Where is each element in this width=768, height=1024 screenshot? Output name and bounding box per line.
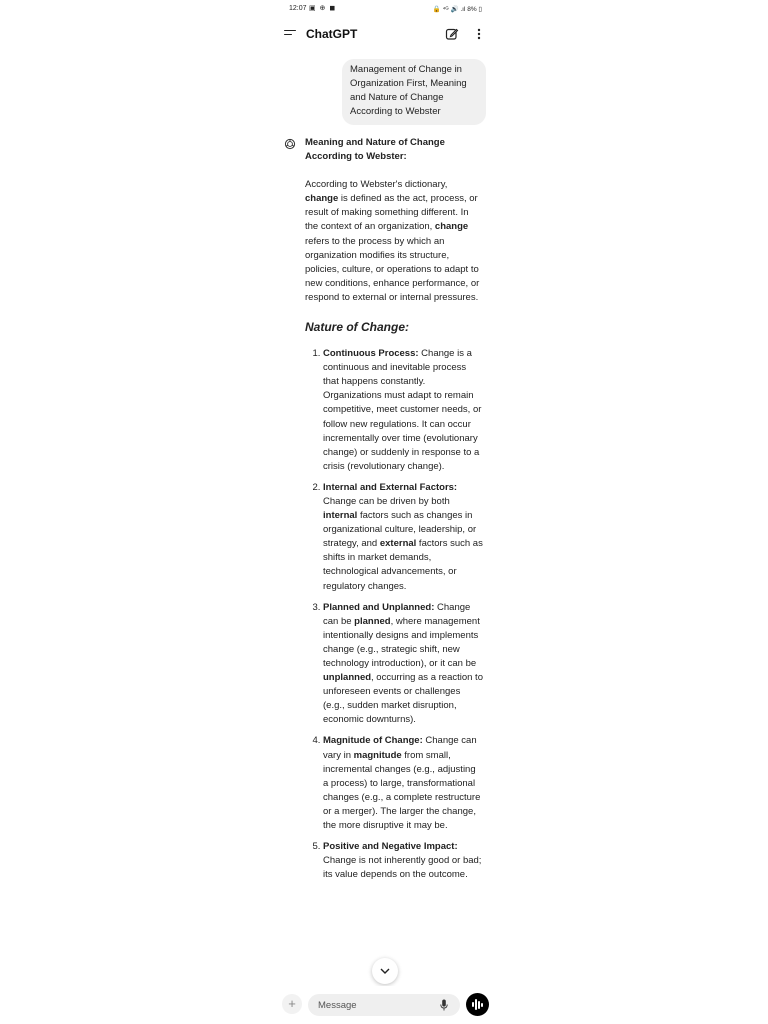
system-status-icons: 🔒 ⁴ᴳ 🔊 .ıl 8% ▯: [432, 6, 482, 13]
chevron-down-icon: [380, 967, 390, 975]
composer-bar: [278, 986, 494, 1024]
chatgpt-logo-icon: [284, 138, 296, 150]
list-item: 3. Planned and Unplanned: Change can be planned, where management intentionally designs and implements change (e.g., strategic shift, new technology introduction), or it can be unplanned, occurring as a reaction to unforeseen events or challenges (e.g., sudden market disruption, economic downturns).: [323, 601, 483, 728]
list-item: 2. Internal and External Factors: Change can be driven by both internal factors such as changes in organizational culture, leadership, or strategy, and external factors such as shifts in market demands, technological advancements, or regulatory changes.: [323, 481, 483, 594]
more-icon[interactable]: [474, 27, 484, 41]
app-title: ChatGPT: [306, 27, 358, 41]
user-message-bubble: Management of Change in Organization First, Meaning and Nature of Change According to Webster: [342, 59, 486, 125]
list-item: 4. Magnitude of Change: Change can vary in magnitude from small, incremental changes (e.g., adjusting a process) to large, transformational changes (e.g., a complete restructure or a merger). The larger the change, the more disruptive it may be.: [323, 734, 483, 833]
list-item: 1. Continuous Process: Change is a continuous and inevitable process that happens constantly. Organizations must adapt to remain competitive, meet customer needs, or follow new regulations. It can occur incrementally over time (evolutionary change) or suddenly in response to a crisis (revolutionary change).: [323, 347, 483, 474]
notification-icons: ▣ ⊕ ◼: [309, 5, 337, 12]
status-time: 12:07: [289, 5, 307, 12]
phone-screen: [278, 0, 494, 1024]
status-bar: [278, 0, 494, 18]
assistant-response: [305, 136, 483, 889]
message-input[interactable]: [308, 994, 460, 1016]
nature-heading: Nature of Change:: [305, 320, 410, 335]
nature-list: [305, 347, 483, 882]
microphone-icon[interactable]: [440, 999, 448, 1011]
edit-icon[interactable]: [445, 27, 459, 41]
intro-paragraph: According to Webster's dictionary, change is defined as the act, process, or result of making something different. In the context of an organization, change refers to the process by which an organization modifies its structure, policies, culture, or operations to adapt to new conditions, enhance performance, or respond to external or internal pressures.: [305, 179, 480, 303]
voice-mode-button[interactable]: [466, 993, 489, 1016]
menu-icon[interactable]: [284, 30, 296, 39]
list-item: 5. Positive and Negative Impact: Change is not inherently good or bad; its value depends on the outcome.: [323, 840, 483, 882]
scroll-down-button[interactable]: [372, 958, 398, 984]
add-attachment-button[interactable]: +: [282, 994, 302, 1014]
app-header: [278, 20, 494, 48]
response-heading: Meaning and Nature of Change According to Webster:: [305, 137, 445, 163]
